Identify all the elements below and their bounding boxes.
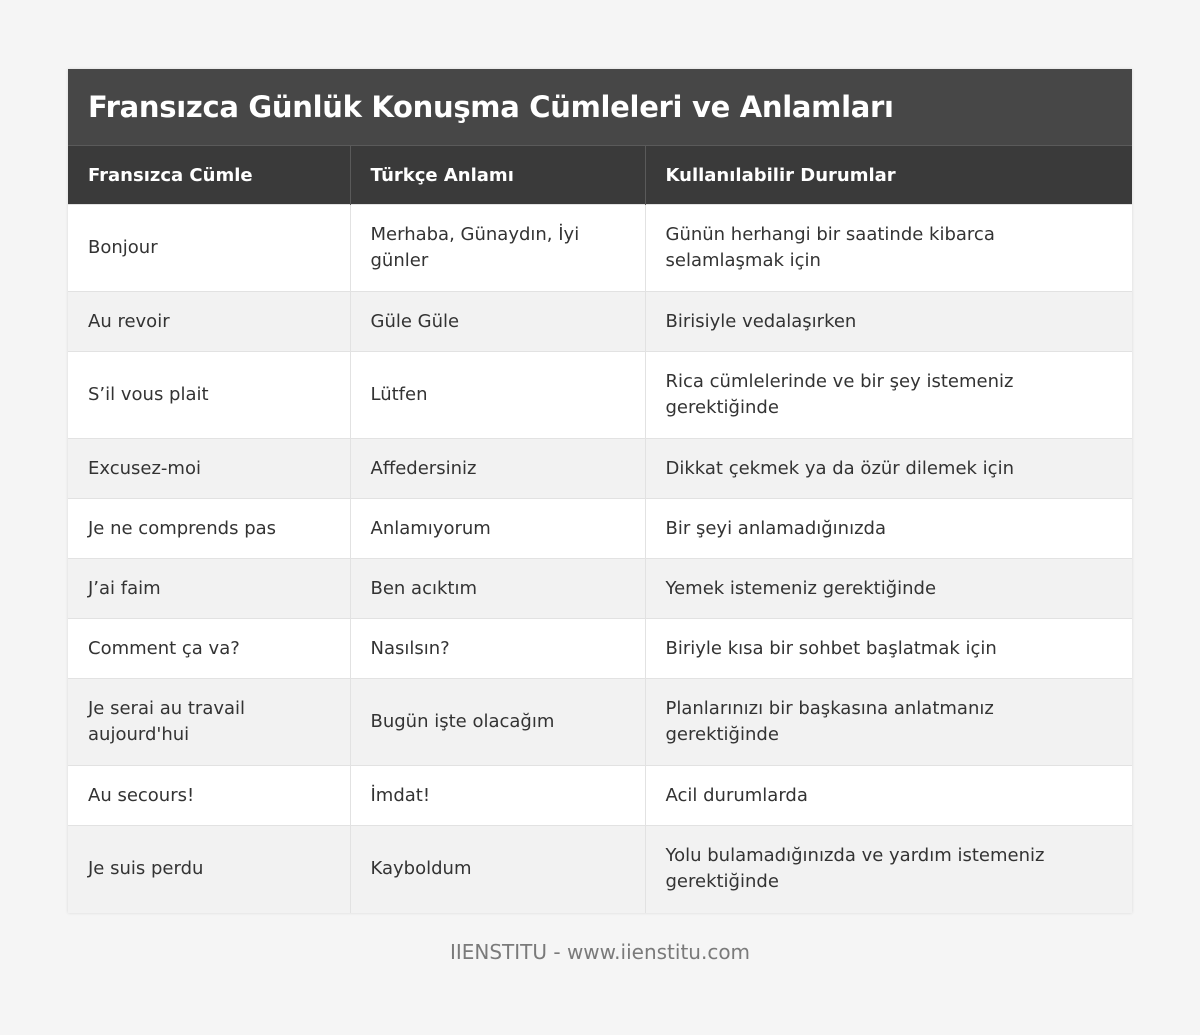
table-row (68, 679, 1132, 766)
table-row (68, 826, 1132, 913)
turkish-meaning-cell: Nasılsın? (350, 619, 645, 679)
usage-cell: Birisiyle vedalaşırken (645, 292, 1132, 352)
table-row (68, 766, 1132, 826)
turkish-meaning-cell: Ben acıktım (350, 559, 645, 619)
table-row (68, 619, 1132, 679)
french-phrase-cell: Au revoir (68, 292, 350, 352)
usage-cell: Dikkat çekmek ya da özür dilemek için (645, 439, 1132, 499)
french-phrase-cell: J’ai faim (68, 559, 350, 619)
turkish-meaning-cell: İmdat! (350, 766, 645, 826)
usage-cell: Günün herhangi bir saatinde kibarca selamlaşmak için (645, 205, 1132, 292)
header-usage-situations: Kullanılabilir Durumlar (645, 146, 1132, 205)
table-header-row (68, 146, 1132, 205)
french-phrase-cell: Je ne comprends pas (68, 499, 350, 559)
table-row (68, 352, 1132, 439)
usage-cell: Yolu bulamadığınızda ve yardım istemeniz gerektiğinde (645, 826, 1132, 913)
turkish-meaning-cell: Merhaba, Günaydın, İyi günler (350, 205, 645, 292)
table-row (68, 499, 1132, 559)
table-title-bar (68, 69, 1132, 145)
usage-cell: Bir şeyi anlamadığınızda (645, 499, 1132, 559)
french-phrase-cell: Bonjour (68, 205, 350, 292)
table-row (68, 292, 1132, 352)
phrase-table-card (68, 69, 1132, 913)
phrase-table (68, 145, 1132, 913)
table-row (68, 205, 1132, 292)
french-phrase-cell: Je suis perdu (68, 826, 350, 913)
french-phrase-cell: Au secours! (68, 766, 350, 826)
turkish-meaning-cell: Kayboldum (350, 826, 645, 913)
table-title: Fransızca Günlük Konuşma Cümleleri ve Anlamları (88, 90, 894, 124)
usage-cell: Acil durumlarda (645, 766, 1132, 826)
usage-cell: Biriyle kısa bir sohbet başlatmak için (645, 619, 1132, 679)
french-phrase-cell: Excusez-moi (68, 439, 350, 499)
turkish-meaning-cell: Affedersiniz (350, 439, 645, 499)
french-phrase-cell: S’il vous plait (68, 352, 350, 439)
turkish-meaning-cell: Bugün işte olacağım (350, 679, 645, 766)
table-row (68, 439, 1132, 499)
turkish-meaning-cell: Lütfen (350, 352, 645, 439)
header-turkish-meaning: Türkçe Anlamı (350, 146, 645, 205)
french-phrase-cell: Comment ça va? (68, 619, 350, 679)
header-french-phrase: Fransızca Cümle (68, 146, 350, 205)
footer-credit: IIENSTITU - www.iienstitu.com (449, 940, 751, 964)
usage-cell: Planlarınızı bir başkasına anlatmanız gerektiğinde (645, 679, 1132, 766)
french-phrase-cell: Je serai au travail aujourd'hui (68, 679, 350, 766)
usage-cell: Rica cümlelerinde ve bir şey istemeniz gerektiğinde (645, 352, 1132, 439)
turkish-meaning-cell: Anlamıyorum (350, 499, 645, 559)
turkish-meaning-cell: Güle Güle (350, 292, 645, 352)
usage-cell: Yemek istemeniz gerektiğinde (645, 559, 1132, 619)
table-row (68, 559, 1132, 619)
